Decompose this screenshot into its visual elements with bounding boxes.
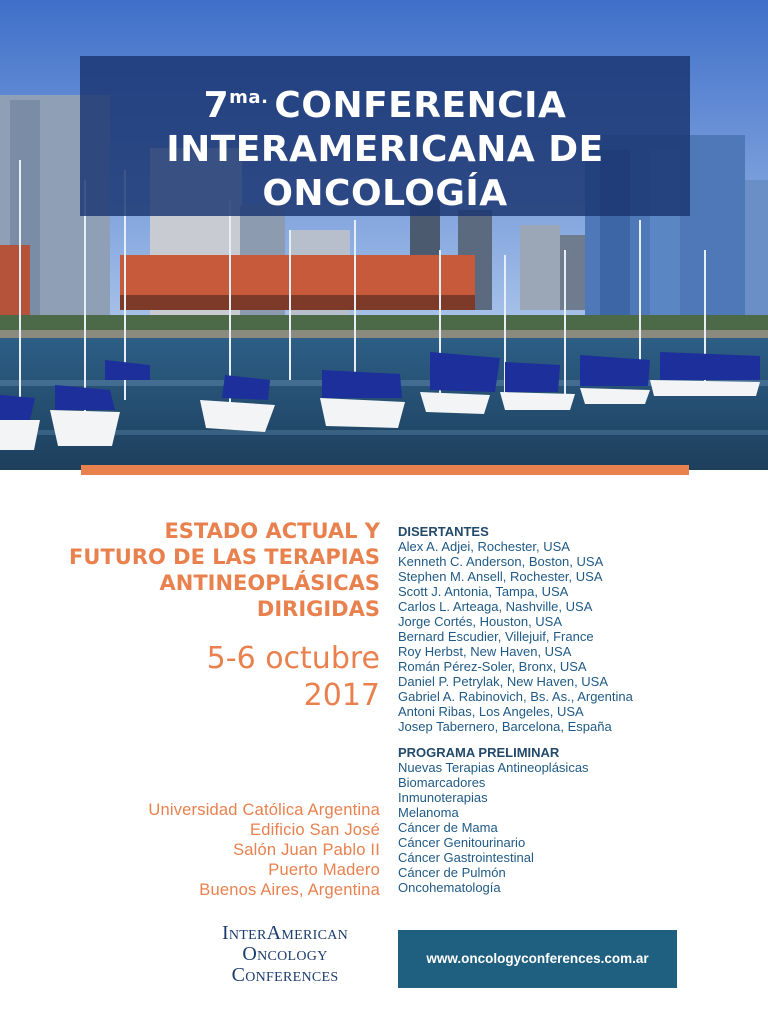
speaker-item: Scott J. Antonia, Tampa, USA (398, 584, 569, 599)
date-year: 2017 (303, 678, 380, 713)
speaker-item: Kenneth C. Anderson, Boston, USA (398, 554, 604, 569)
speaker-item: Josep Tabernero, Barcelona, España (398, 719, 612, 734)
speaker-item: Alex A. Adjei, Rochester, USA (398, 539, 570, 554)
title-ordinal-suffix: ma. (229, 87, 269, 108)
program-list (398, 745, 589, 895)
title-line-3: ONCOLOGÍA (262, 173, 508, 214)
speaker-item: Bernard Escudier, Villejuif, France (398, 629, 594, 644)
program-heading: PROGRAMA PRELIMINAR (398, 745, 560, 760)
subtitle-line: ESTADO ACTUAL Y (164, 519, 380, 543)
program-item: Cáncer Genitourinario (398, 835, 526, 850)
speaker-item: Jorge Cortés, Houston, USA (398, 614, 563, 629)
conference-dates (207, 640, 380, 714)
program-item: Oncohematología (398, 880, 501, 895)
subtitle-line: DIRIGIDAS (256, 597, 380, 621)
speakers-list (398, 524, 633, 734)
hero-photo (0, 0, 768, 470)
conference-subtitle (20, 518, 380, 622)
title-line-2: INTERAMERICANA DE (166, 129, 604, 170)
program-item: Inmunoterapias (398, 790, 488, 805)
venue-line: Puerto Madero (268, 861, 380, 879)
logo-line: Oncology (242, 943, 328, 965)
logo-line: Conferences (231, 964, 339, 986)
program-item: Cáncer de Mama (398, 820, 498, 835)
speaker-item: Stephen M. Ansell, Rochester, USA (398, 569, 603, 584)
speakers-heading: DISERTANTES (398, 524, 489, 539)
program-item: Nuevas Terapias Antineoplásicas (398, 760, 589, 775)
venue-line: Edificio San José (250, 821, 380, 839)
venue-line: Universidad Católica Argentina (148, 801, 380, 819)
speaker-item: Roy Herbst, New Haven, USA (398, 644, 572, 659)
logo-line: InterAmerican (221, 922, 349, 944)
program-item: Biomarcadores (398, 775, 486, 790)
interamerican-oncology-logo (190, 923, 380, 993)
subtitle-line: ANTINEOPLÁSICAS (159, 571, 380, 595)
speaker-item: Carlos L. Arteaga, Nashville, USA (398, 599, 593, 614)
speaker-item: Daniel P. Petrylak, New Haven, USA (398, 674, 609, 689)
venue-address (148, 800, 380, 900)
speaker-item: Román Pérez-Soler, Bronx, USA (398, 659, 587, 674)
orange-divider (81, 465, 689, 475)
program-item: Melanoma (398, 805, 459, 820)
program-item: Cáncer de Pulmón (398, 865, 506, 880)
subtitle-line: FUTURO DE LAS TERAPIAS (69, 545, 380, 569)
venue-line: Buenos Aires, Argentina (199, 881, 380, 899)
speaker-item: Gabriel A. Rabinovich, Bs. As., Argentina (398, 689, 633, 704)
speaker-item: Antoni Ribas, Los Angeles, USA (398, 704, 584, 719)
conference-title (80, 56, 690, 216)
website-url-banner[interactable]: www.oncologyconferences.com.ar (398, 930, 677, 988)
date-range: 5-6 octubre (206, 641, 380, 676)
venue-line: Salón Juan Pablo II (233, 841, 380, 859)
title-line-1: $7^{ma.}$ CONFERENCIA (203, 85, 567, 126)
program-item: Cáncer Gastrointestinal (398, 850, 534, 865)
